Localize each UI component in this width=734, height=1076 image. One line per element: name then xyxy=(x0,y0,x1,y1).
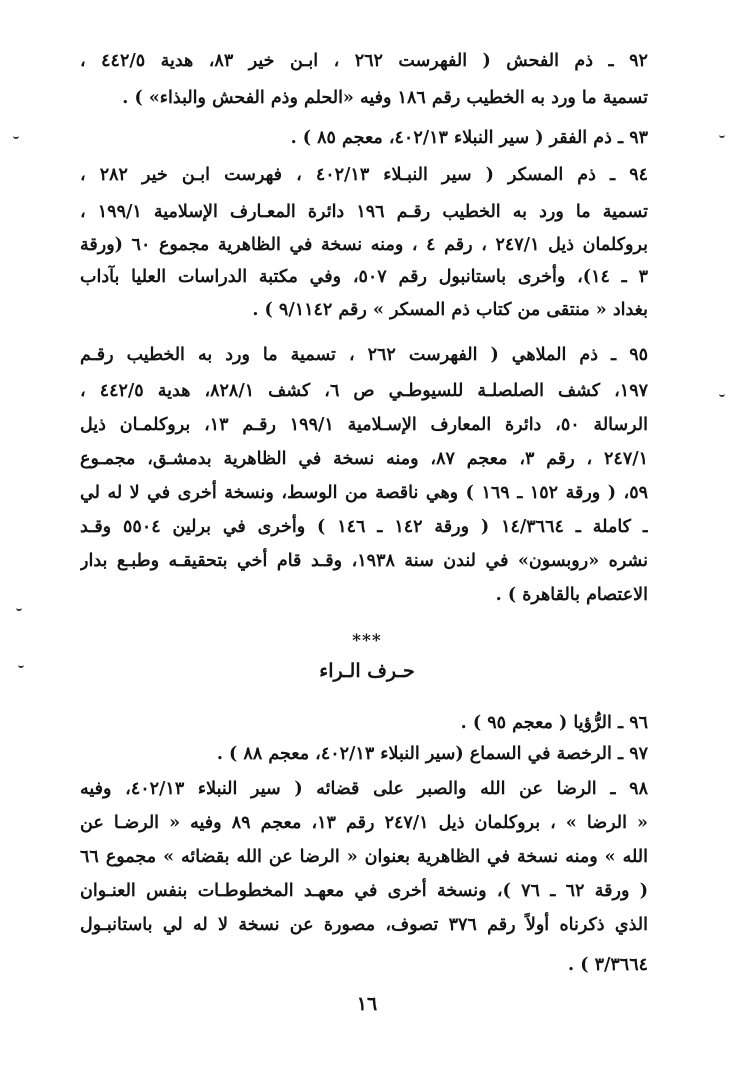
entry-95-line-3: الرسالة ٥٠، دائرة المعارف الإسـلامية ١٩٩/١ رقـم ١٣، بروكلمـان ذيل xyxy=(80,415,648,435)
entry-95-line-6: ـ كاملة ـ ١٤/٣٦٦٤ ( ورقة ١٤٢ ـ ١٤٦ ) وأخرى في برلين ٥٥٠٤ وقـد xyxy=(80,517,648,537)
page-number: ١٦ xyxy=(356,993,378,1015)
entry-95-line-8: الاعتصام بالقاهرة ) . xyxy=(495,585,648,605)
entry-96-line-1: ٩٦ ـ الرُّؤيا ( معجم ٩٥ ) . xyxy=(460,713,648,733)
margin-mark xyxy=(18,662,24,668)
margin-mark xyxy=(13,133,19,139)
margin-mark xyxy=(16,605,22,611)
entry-95-line-4: ٢٤٧/١ ، رقم ٣، معجم ٨٧، ومنه نسخة في الظاهرية بدمشـق، مجمـوع xyxy=(80,449,648,469)
entry-94-line-2: تسمية ما ورد به الخطيب رقـم ١٩٦ دائرة المعـارف الإسلامية ١٩٩/١ ، xyxy=(80,202,648,222)
entry-95-line-7: نشره «روبسون» في لندن سنة ١٩٣٨، وقـد قام أخي بتحقيقـه وطبـع بدار xyxy=(80,551,648,571)
entry-95-line-2: ١٩٧، كشف الصلصلـة للسيوطـي ص ٦، كشف ٨٢٨/١، هدية ٤٤٢/٥ ، xyxy=(80,381,648,401)
entry-94-line-1: ٩٤ ـ ذم المسكر ( سير النبـلاء ٤٠٢/١٣ ، فهرست ابـن خير ٢٨٢ ، xyxy=(80,165,648,185)
entry-95-line-1: ٩٥ ـ ذم الملاهي ( الفهرست ٢٦٢ ، تسمية ما ورد به الخطيب رقـم xyxy=(80,345,648,365)
entry-98-line-1: ٩٨ ـ الرضا عن الله والصبر على قضائه ( سير النبلاء ٤٠٢/١٣، وفيه xyxy=(80,779,648,799)
entry-98-line-5: الذي ذكرناه أولاً رقم ٣٧٦ تصوف، مصورة عن نسخة لا له لي باستانبـول xyxy=(80,915,648,935)
entry-98-line-3: الله » ومنه نسخة في الظاهرية بعنوان « الرضا عن الله بقضائه » مجموع ٦٦ xyxy=(80,847,648,867)
entry-94-line-4: ٣ ـ ١٤)، وأخرى باستانبول رقم ٥٠٧، وفي مكتبة الدراسات العليا بآداب xyxy=(80,267,648,287)
margin-mark xyxy=(719,132,725,138)
entry-94-line-5: بغداد « منتقى من كتاب ذم المسكر » رقم ٩/١١٤٢ ) . xyxy=(252,300,648,320)
entry-97-line-1: ٩٧ ـ الرخصة في السماع (سير النبلاء ٤٠٢/١٣، معجم ٨٨ ) . xyxy=(216,744,648,764)
entry-98-line-4: ( ورقة ٦٢ ـ ٧٦ )، ونسخة أخرى في معهـد المخطوطـات بنفس العنـوان xyxy=(80,881,648,901)
entry-94-line-3: بروكلمان ذيل ٢٤٧/١ ، رقم ٤ ، ومنه نسخة في الظاهرية مجموع ٦٠ (ورقة xyxy=(80,235,648,255)
entry-93-line-1: ٩٣ ـ ذم الفقر ( سير النبلاء ٤٠٢/١٣، معجم ٨٥ ) . xyxy=(290,128,648,148)
section-heading: حـرف الـراء xyxy=(319,660,415,682)
entry-95-line-5: ٥٩، ( ورقة ١٥٢ ـ ١٦٩ ) وهي ناقصة من الوسط، ونسخة أخرى في لا له لي xyxy=(80,483,648,503)
entry-98-line-6: ٣/٣٦٦٤ ) . xyxy=(568,955,648,975)
entry-92-line-2: تسمية ما ورد به الخطيب رقم ١٨٦ وفيه «الحلم وذم الفحش والبذاء» ) . xyxy=(122,88,648,108)
margin-mark xyxy=(719,391,725,397)
entry-92-line-1: ٩٢ ـ ذم الفحش ( الفهرست ٢٦٢ ، ابـن خير ٨٣، هدية ٤٤٢/٥ ، xyxy=(80,51,648,71)
entry-98-line-2: « الرضا » ، بروكلمان ذيل ٢٤٧/١ رقم ١٣، معجم ٨٩ وفيه « الرضـا عن xyxy=(80,813,648,833)
section-separator: *** xyxy=(352,631,382,651)
